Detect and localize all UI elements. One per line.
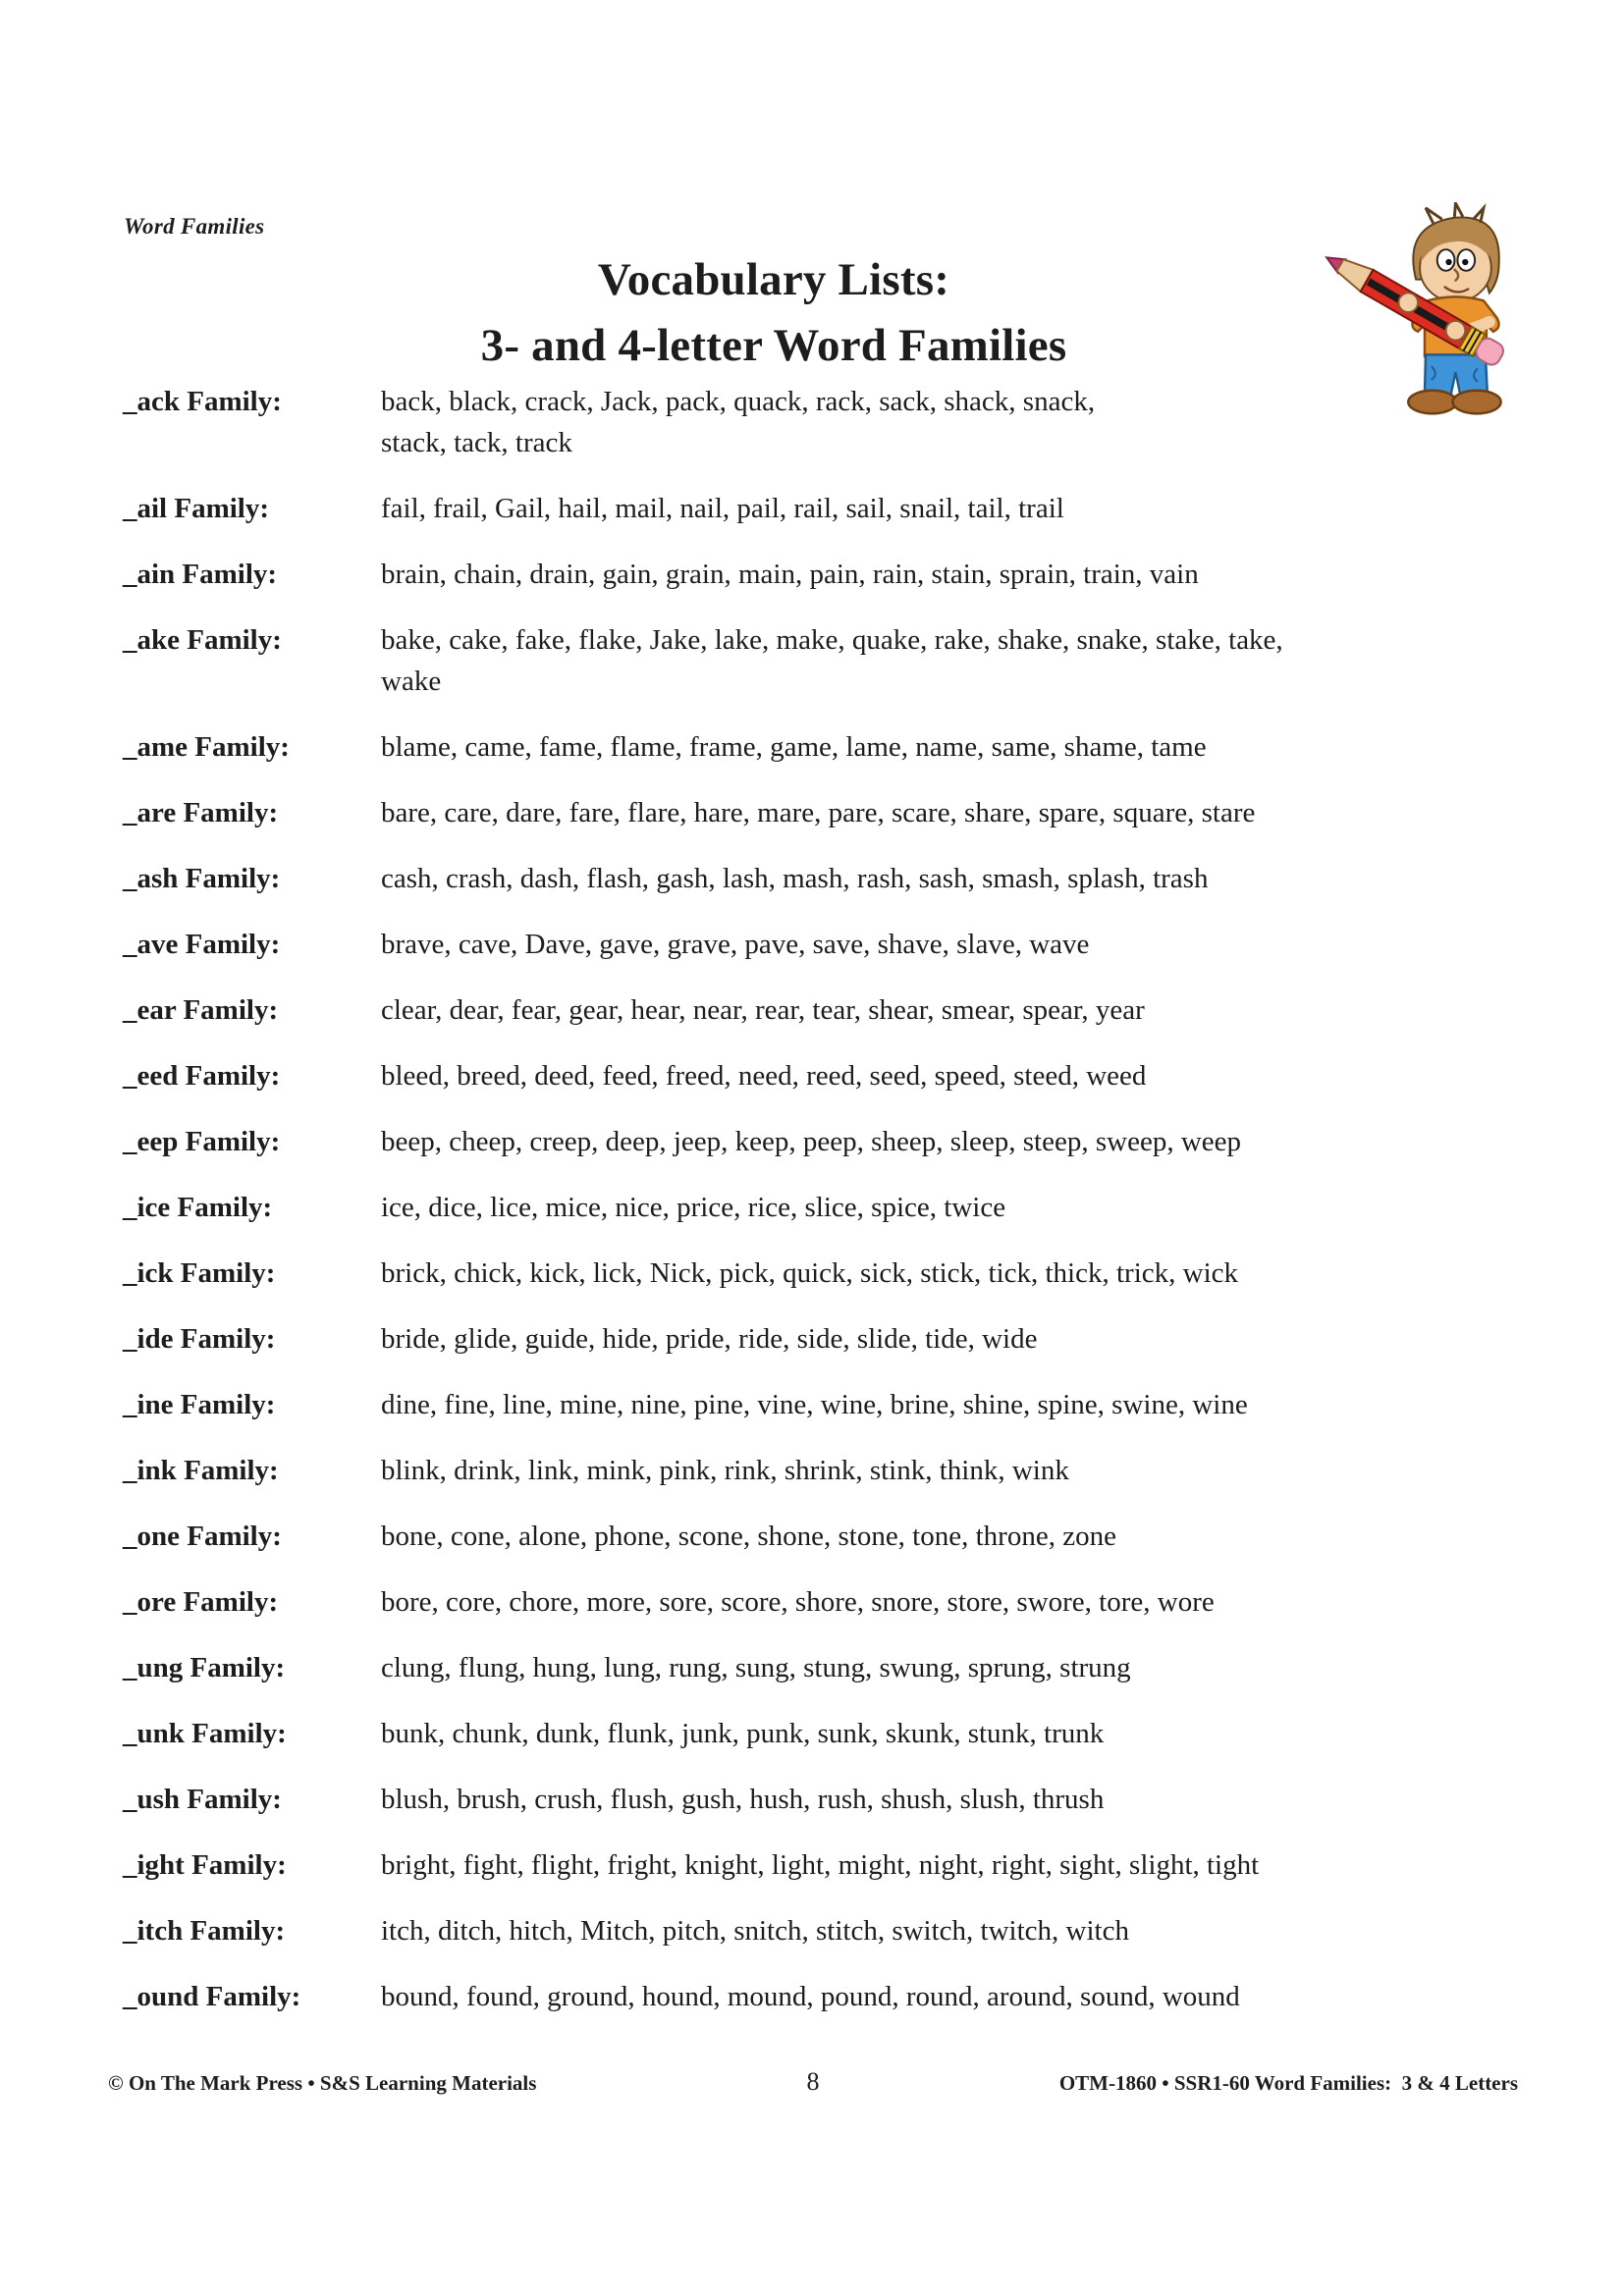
family-words: bare, care, dare, fare, flare, hare, mare, pare, scare, share, spare, square, stare xyxy=(381,797,1256,828)
family-label: _ink Family: xyxy=(123,1455,279,1486)
family-row xyxy=(123,1647,1497,1688)
family-label: _ash Family: xyxy=(123,863,281,894)
family-label: _unk Family: xyxy=(123,1718,287,1749)
family-label: _ide Family: xyxy=(123,1323,276,1355)
family-label: _eed Family: xyxy=(123,1060,281,1092)
family-label: _ail Family: xyxy=(123,493,270,524)
family-label: _ight Family: xyxy=(123,1849,287,1881)
family-words: bone, cone, alone, phone, scone, shone, stone, tone, throne, zone xyxy=(381,1521,1116,1552)
family-label: _ore Family: xyxy=(123,1586,279,1618)
family-row xyxy=(123,1384,1497,1425)
family-label: _ain Family: xyxy=(123,559,278,590)
page-number: 8 xyxy=(806,2067,820,2096)
family-label: _ice Family: xyxy=(123,1192,273,1223)
category-label: Word Families xyxy=(124,214,265,239)
family-label: _itch Family: xyxy=(123,1915,286,1947)
family-label: _ame Family: xyxy=(123,731,290,763)
family-row xyxy=(123,1581,1497,1623)
page-title xyxy=(126,247,1422,378)
family-label: _ick Family: xyxy=(123,1257,276,1289)
family-words: beep, cheep, creep, deep, jeep, keep, peep, sheep, sleep, steep, sweep, weep xyxy=(381,1126,1242,1157)
family-row xyxy=(123,1976,1497,2017)
family-words: bore, core, chore, more, sore, score, shore, snore, store, swore, tore, wore xyxy=(381,1586,1215,1618)
family-label: _ung Family: xyxy=(123,1652,286,1683)
page-title-line2: 3- and 4-letter Word Families xyxy=(480,319,1067,371)
family-row xyxy=(123,1055,1497,1096)
family-label: _eep Family: xyxy=(123,1126,281,1157)
family-words: blame, came, fame, flame, frame, game, lame, name, same, shame, tame xyxy=(381,731,1207,763)
family-words: back, black, crack, Jack, pack, quack, rack, sack, shack, snack, stack, tack, track xyxy=(381,386,1096,458)
family-words: dine, fine, line, mine, nine, pine, vine, wine, brine, shine, spine, swine, wine xyxy=(381,1389,1248,1420)
family-label: _ake Family: xyxy=(123,624,282,656)
family-row xyxy=(123,1121,1497,1162)
family-row xyxy=(123,1318,1497,1360)
page-footer xyxy=(108,2067,1518,2097)
family-row xyxy=(123,1910,1497,1951)
footer-copyright: © On The Mark Press • S&S Learning Materials xyxy=(108,2071,537,2095)
family-words: blush, brush, crush, flush, gush, hush, rush, shush, slush, thrush xyxy=(381,1784,1105,1815)
footer-product-code: OTM-1860 • SSR1-60 Word Families: 3 & 4 Letters xyxy=(1058,2071,1518,2095)
family-words: itch, ditch, hitch, Mitch, pitch, snitch, stitch, switch, twitch, witch xyxy=(381,1915,1129,1947)
family-row xyxy=(123,726,1497,768)
family-row xyxy=(123,1253,1497,1294)
family-words: brave, cave, Dave, gave, grave, pave, save, shave, slave, wave xyxy=(381,929,1090,960)
family-words: bake, cake, fake, flake, Jake, lake, make, quake, rake, shake, snake, stake, take, wake xyxy=(381,624,1283,697)
family-words: clear, dear, fear, gear, hear, near, rear, tear, shear, smear, spear, year xyxy=(381,994,1145,1026)
family-list xyxy=(123,381,1497,2042)
family-label: _ound Family: xyxy=(123,1981,301,2012)
family-row xyxy=(123,924,1497,965)
family-words: fail, frail, Gail, hail, mail, nail, pail, rail, sail, snail, tail, trail xyxy=(381,493,1064,524)
family-row xyxy=(123,1779,1497,1820)
family-label: _one Family: xyxy=(123,1521,282,1552)
family-label: _are Family: xyxy=(123,797,279,828)
family-row xyxy=(123,989,1497,1031)
page-title-line1: Vocabulary Lists: xyxy=(597,254,950,305)
family-row xyxy=(123,1516,1497,1557)
family-row xyxy=(123,858,1497,899)
family-words: brain, chain, drain, gain, grain, main, pain, rain, stain, sprain, train, vain xyxy=(381,559,1199,590)
family-row xyxy=(123,619,1497,702)
family-words: bound, found, ground, hound, mound, pound, round, around, sound, wound xyxy=(381,1981,1240,2012)
family-row xyxy=(123,1450,1497,1491)
family-words: bunk, chunk, dunk, flunk, junk, punk, sunk, skunk, stunk, trunk xyxy=(381,1718,1105,1749)
family-row xyxy=(123,488,1497,529)
family-words: bleed, breed, deed, feed, freed, need, reed, seed, speed, steed, weed xyxy=(381,1060,1147,1092)
family-words: ice, dice, lice, mice, nice, price, rice, slice, spice, twice xyxy=(381,1192,1006,1223)
family-words: brick, chick, kick, lick, Nick, pick, quick, sick, stick, tick, thick, trick, wick xyxy=(381,1257,1239,1289)
family-row xyxy=(123,1187,1497,1228)
family-label: _ine Family: xyxy=(123,1389,276,1420)
family-label: _ear Family: xyxy=(123,994,279,1026)
family-words: clung, flung, hung, lung, rung, sung, stung, swung, sprung, strung xyxy=(381,1652,1131,1683)
family-label: _ave Family: xyxy=(123,929,281,960)
family-words: cash, crash, dash, flash, gash, lash, mash, rash, sash, smash, splash, trash xyxy=(381,863,1209,894)
family-words: bride, glide, guide, hide, pride, ride, side, slide, tide, wide xyxy=(381,1323,1038,1355)
family-row xyxy=(123,1713,1497,1754)
family-row xyxy=(123,381,1497,463)
family-words: blink, drink, link, mink, pink, rink, shrink, stink, think, wink xyxy=(381,1455,1069,1486)
family-row xyxy=(123,792,1497,833)
family-label: _ack Family: xyxy=(123,386,282,417)
family-words: bright, fight, flight, fright, knight, light, might, night, right, sight, slight, tight xyxy=(381,1849,1260,1881)
family-label: _ush Family: xyxy=(123,1784,282,1815)
family-row xyxy=(123,554,1497,595)
family-row xyxy=(123,1844,1497,1886)
